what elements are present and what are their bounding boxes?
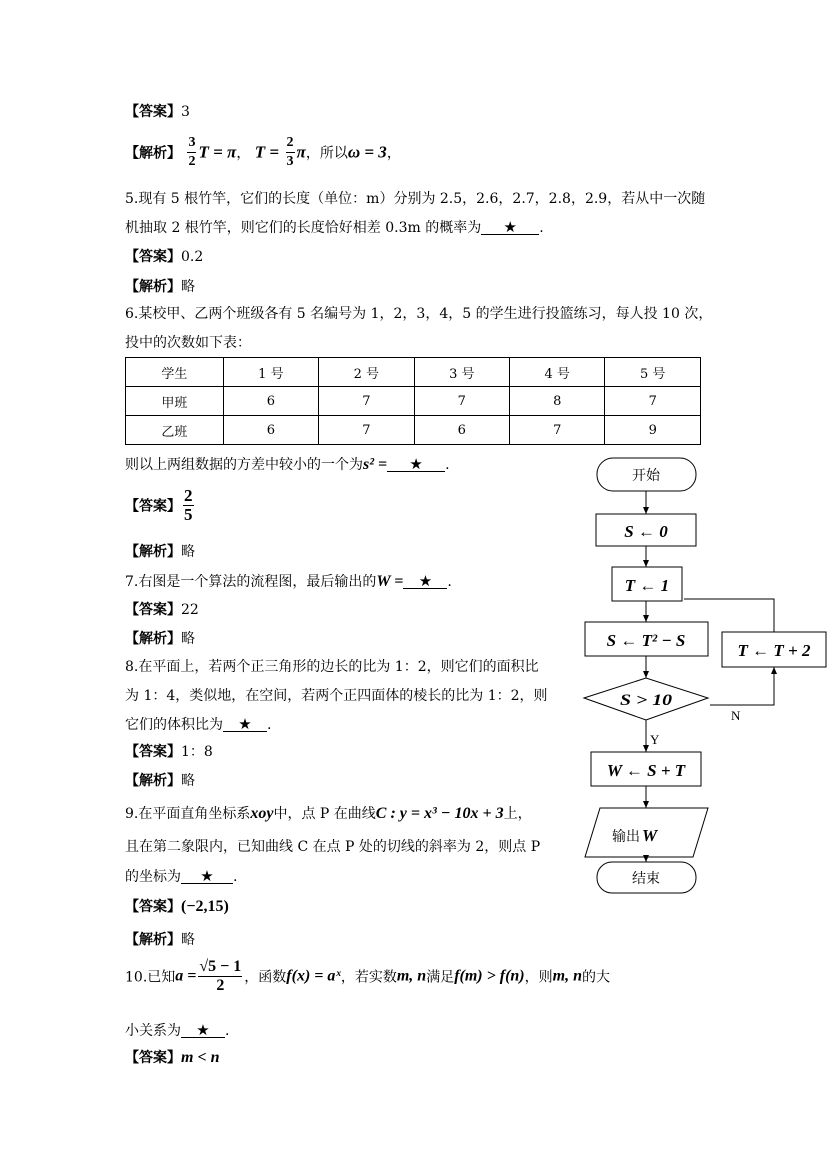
table-header-cell: 5 号 bbox=[605, 358, 701, 387]
q9-analysis: 【解析】略 bbox=[125, 932, 195, 948]
q8-line3: 它们的体积比为 ★ . bbox=[125, 715, 272, 733]
q5-blank[interactable]: ★ bbox=[481, 220, 539, 235]
table-cell: 7 bbox=[605, 387, 701, 416]
table-cell: 8 bbox=[510, 387, 605, 416]
q9-answer: 【答案】(−2,15) bbox=[125, 898, 229, 915]
table-cell: 9 bbox=[605, 416, 701, 445]
table-cell: 7 bbox=[414, 387, 509, 416]
q6-analysis: 【解析】略 bbox=[125, 544, 195, 560]
fraction-3-2: $\frac{3}{2}$ bbox=[188, 135, 196, 169]
table-header-cell: 3 号 bbox=[414, 358, 509, 387]
q7-answer: 【答案】22 bbox=[125, 602, 199, 618]
q7-line: 7.右图是一个算法的流程图，最后输出的W = ★ . bbox=[125, 572, 452, 590]
end-label: 结束 bbox=[632, 872, 660, 887]
q4-answer: 【答案】3 bbox=[125, 104, 190, 120]
table-cell: 6 bbox=[223, 387, 318, 416]
q9-line1: 9.在平面直角坐标系xoy中，点 P 在曲线C : y = x³ − 10x + 3上， bbox=[125, 805, 532, 822]
table-cell: 7 bbox=[510, 416, 605, 445]
q8-analysis: 【解析】略 bbox=[125, 773, 195, 789]
q10-line1: 10.已知a = $\frac{√5 - 1}{2}$ ，函数f(x) = aˣ，若实数m, n满足f(m) > f(n)，则m, n的大 bbox=[125, 958, 610, 994]
table-cell: 6 bbox=[223, 416, 318, 445]
q10-answer: 【答案】m < n bbox=[125, 1049, 220, 1066]
q5-answer: 【答案】0.2 bbox=[125, 249, 204, 265]
q4-analysis: 【解析】 $\frac{3}{2}$ T = π， T = $\frac{2}{3}$ π，所以ω = 3， bbox=[125, 135, 401, 169]
q6-answer: 【答案】 $\frac{2}{5}$ bbox=[125, 486, 193, 524]
table-cell: 甲班 bbox=[126, 387, 224, 416]
q6-line1: 6.某校甲、乙两个班级各有 5 名编号为 1，2，3，4，5 的学生进行投篮练习，每人投 10 次， bbox=[125, 306, 713, 322]
fraction-2-3: $\frac{2}{3}$ bbox=[286, 135, 294, 169]
no-label: N bbox=[731, 708, 741, 723]
t-init-label: T ← 1 bbox=[624, 576, 670, 595]
table-cell: 乙班 bbox=[126, 416, 224, 445]
q8-answer: 【答案】1：8 bbox=[125, 744, 213, 760]
q8-line2: 为 1：4，类似地，在空间，若两个正四面体的棱长的比为 1：2，则 bbox=[125, 688, 548, 704]
q6-line2: 投中的次数如下表： bbox=[125, 335, 251, 351]
table-cell: 6 bbox=[414, 416, 509, 445]
q7-analysis: 【解析】略 bbox=[125, 631, 195, 647]
q9-line3: 的坐标为 ★ . bbox=[125, 867, 238, 885]
table-header-cell: 学生 bbox=[126, 358, 224, 387]
table-cell: 7 bbox=[319, 416, 414, 445]
yes-label: Y bbox=[650, 732, 660, 747]
w-label: W ← S + T bbox=[606, 761, 686, 780]
q8-line1: 8.在平面上，若两个正三角形的边长的比为 1：2，则它们的面积比 bbox=[125, 659, 539, 675]
q7-blank[interactable]: ★ bbox=[403, 574, 447, 589]
s-update-label: S ← T² − S bbox=[606, 631, 686, 650]
fraction-sqrt5: $\frac{√5 - 1}{2}$ bbox=[199, 958, 242, 994]
table-cell: 7 bbox=[319, 387, 414, 416]
q8-blank[interactable]: ★ bbox=[223, 717, 267, 732]
t-update-label: T ← T + 2 bbox=[737, 641, 811, 660]
q9-line2: 且在第二象限内，已知曲线 C 在点 P 处的切线的斜率为 2，则点 P bbox=[125, 839, 541, 855]
q5-analysis: 【解析】略 bbox=[125, 279, 195, 295]
q5-line2: 机抽取 2 根竹竿，则它们的长度恰好相差 0.3m 的概率为 ★ . bbox=[125, 218, 544, 236]
q9-blank[interactable]: ★ bbox=[181, 869, 233, 884]
s-init-label: S ← 0 bbox=[624, 522, 668, 541]
table-header-cell: 2 号 bbox=[319, 358, 414, 387]
table-header-cell: 4 号 bbox=[510, 358, 605, 387]
condition-label: S > 10 bbox=[620, 692, 672, 709]
start-label: 开始 bbox=[632, 469, 660, 484]
q6-after: 则以上两组数据的方差中较小的一个为s² = ★ . bbox=[125, 455, 450, 473]
output-var-label: W bbox=[642, 826, 658, 845]
q10-blank[interactable]: ★ bbox=[181, 1023, 225, 1038]
q10-line2: 小关系为 ★ . bbox=[125, 1021, 230, 1039]
table-header-cell: 1 号 bbox=[223, 358, 318, 387]
fraction-2-5: $\frac{2}{5}$ bbox=[184, 486, 193, 524]
q6-blank[interactable]: ★ bbox=[387, 457, 445, 472]
q5-line1: 5.现有 5 根竹竿，它们的长度（单位：m）分别为 2.5，2.6，2.7，2.8，2.9，若从中一次随 bbox=[125, 191, 706, 207]
output-prefix-label: 输出 bbox=[612, 830, 640, 845]
